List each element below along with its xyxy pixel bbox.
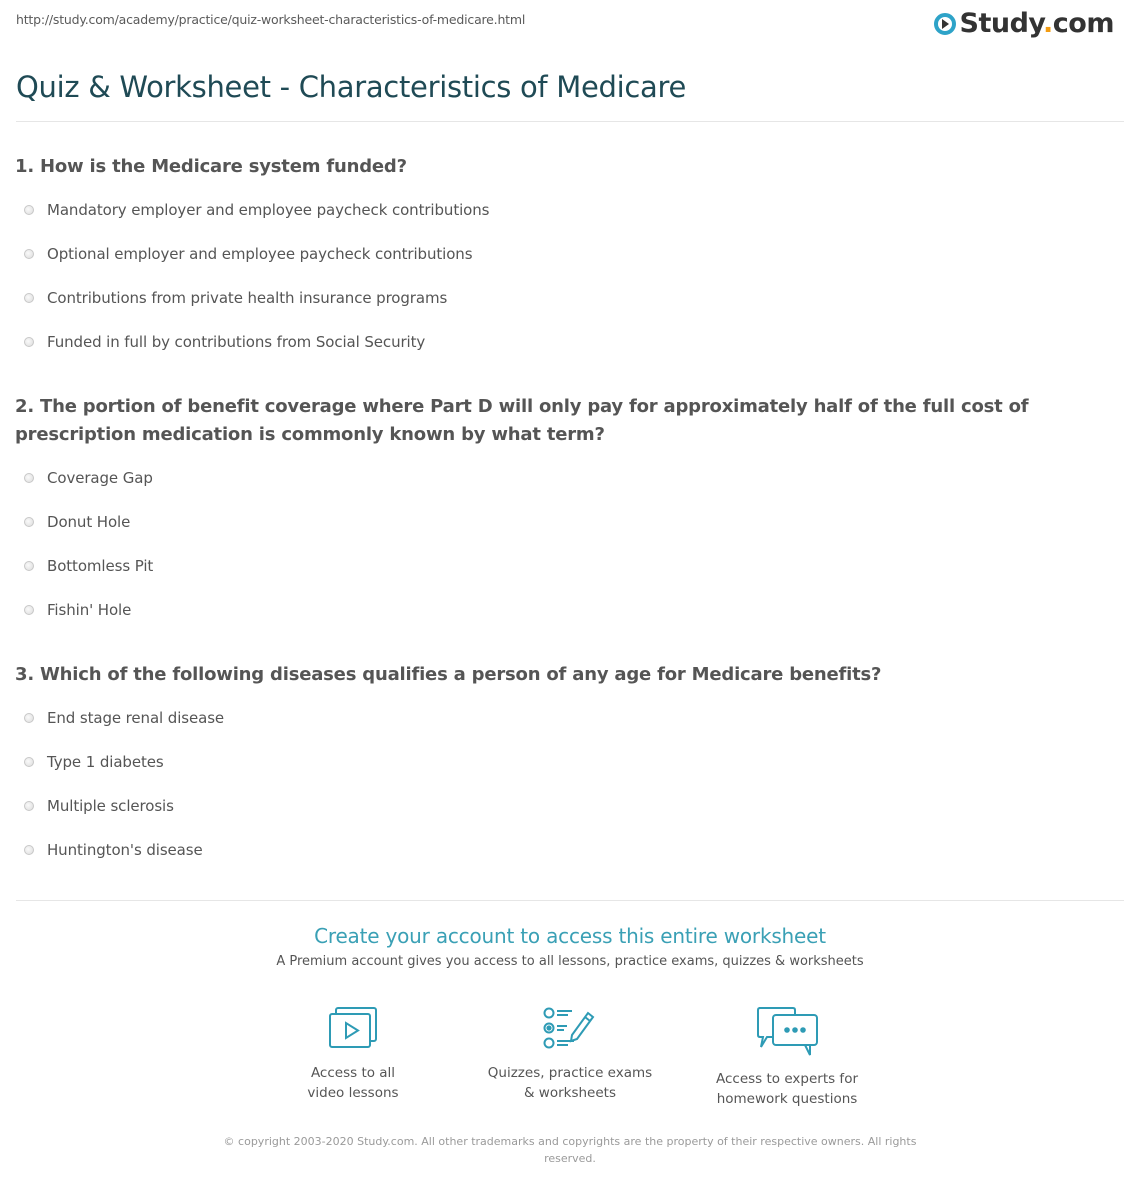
radio-button[interactable] (24, 249, 34, 259)
feature-list (0, 1005, 1140, 1109)
feature-video-lessons: Access to all video lessons (245, 1005, 462, 1109)
question-2 (15, 393, 1030, 632)
answer-option[interactable]: Type 1 diabetes (15, 740, 1030, 784)
answer-option[interactable]: Mandatory employer and employee paycheck contributions (15, 188, 1030, 232)
quiz-checklist-icon (542, 1005, 598, 1051)
section-divider (16, 900, 1124, 901)
answer-option[interactable]: End stage renal disease (15, 696, 1030, 740)
radio-button[interactable] (24, 605, 34, 615)
radio-button[interactable] (24, 473, 34, 483)
copyright-notice: © copyright 2003-2020 Study.com. All other trademarks and copyrights are the property of their respective owners. All rights reserved. (223, 1135, 917, 1165)
cta-subtitle: A Premium account gives you access to all lessons, practice exams, quizzes & worksheets (276, 954, 864, 969)
video-lessons-icon (327, 1005, 379, 1051)
question-3 (15, 661, 1030, 872)
feature-quizzes: Quizzes, practice exams & worksheets (462, 1005, 679, 1109)
answer-option[interactable]: Bottomless Pit (15, 544, 1030, 588)
page-title: Quiz & Worksheet - Characteristics of Medicare (16, 70, 686, 104)
answer-option[interactable]: Donut Hole (15, 500, 1030, 544)
radio-button[interactable] (24, 757, 34, 767)
page-url: http://study.com/academy/practice/quiz-worksheet-characteristics-of-medicare.html (16, 12, 526, 27)
radio-button[interactable] (24, 205, 34, 215)
chat-bubbles-icon (755, 1005, 819, 1057)
radio-button[interactable] (24, 517, 34, 527)
logo-text: Study.com (959, 8, 1114, 39)
answer-option[interactable]: Fishin' Hole (15, 588, 1030, 632)
radio-button[interactable] (24, 293, 34, 303)
question-1 (15, 153, 1030, 364)
title-divider (16, 121, 1124, 122)
radio-button[interactable] (24, 845, 34, 855)
cta-title[interactable]: Create your account to access this entire worksheet (314, 924, 826, 948)
answer-option[interactable]: Huntington's disease (15, 828, 1030, 872)
question-title: 1. How is the Medicare system funded? (15, 156, 407, 177)
study-logo[interactable] (934, 8, 1115, 39)
answer-option[interactable]: Coverage Gap (15, 456, 1030, 500)
question-title: 2. The portion of benefit coverage where Part D will only pay for approximately half of the full cost of prescription medication is commonly known by what term? (15, 396, 1029, 445)
answer-option[interactable]: Optional employer and employee paycheck contributions (15, 232, 1030, 276)
play-circle-icon (934, 13, 956, 35)
radio-button[interactable] (24, 801, 34, 811)
radio-button[interactable] (24, 561, 34, 571)
radio-button[interactable] (24, 713, 34, 723)
signup-cta (0, 924, 1140, 969)
question-title: 3. Which of the following diseases qualifies a person of any age for Medicare benefits? (15, 664, 882, 685)
answer-option[interactable]: Funded in full by contributions from Social Security (15, 320, 1030, 364)
answer-option[interactable]: Multiple sclerosis (15, 784, 1030, 828)
feature-experts: Access to experts for homework questions (679, 1005, 896, 1109)
answer-option[interactable]: Contributions from private health insurance programs (15, 276, 1030, 320)
radio-button[interactable] (24, 337, 34, 347)
